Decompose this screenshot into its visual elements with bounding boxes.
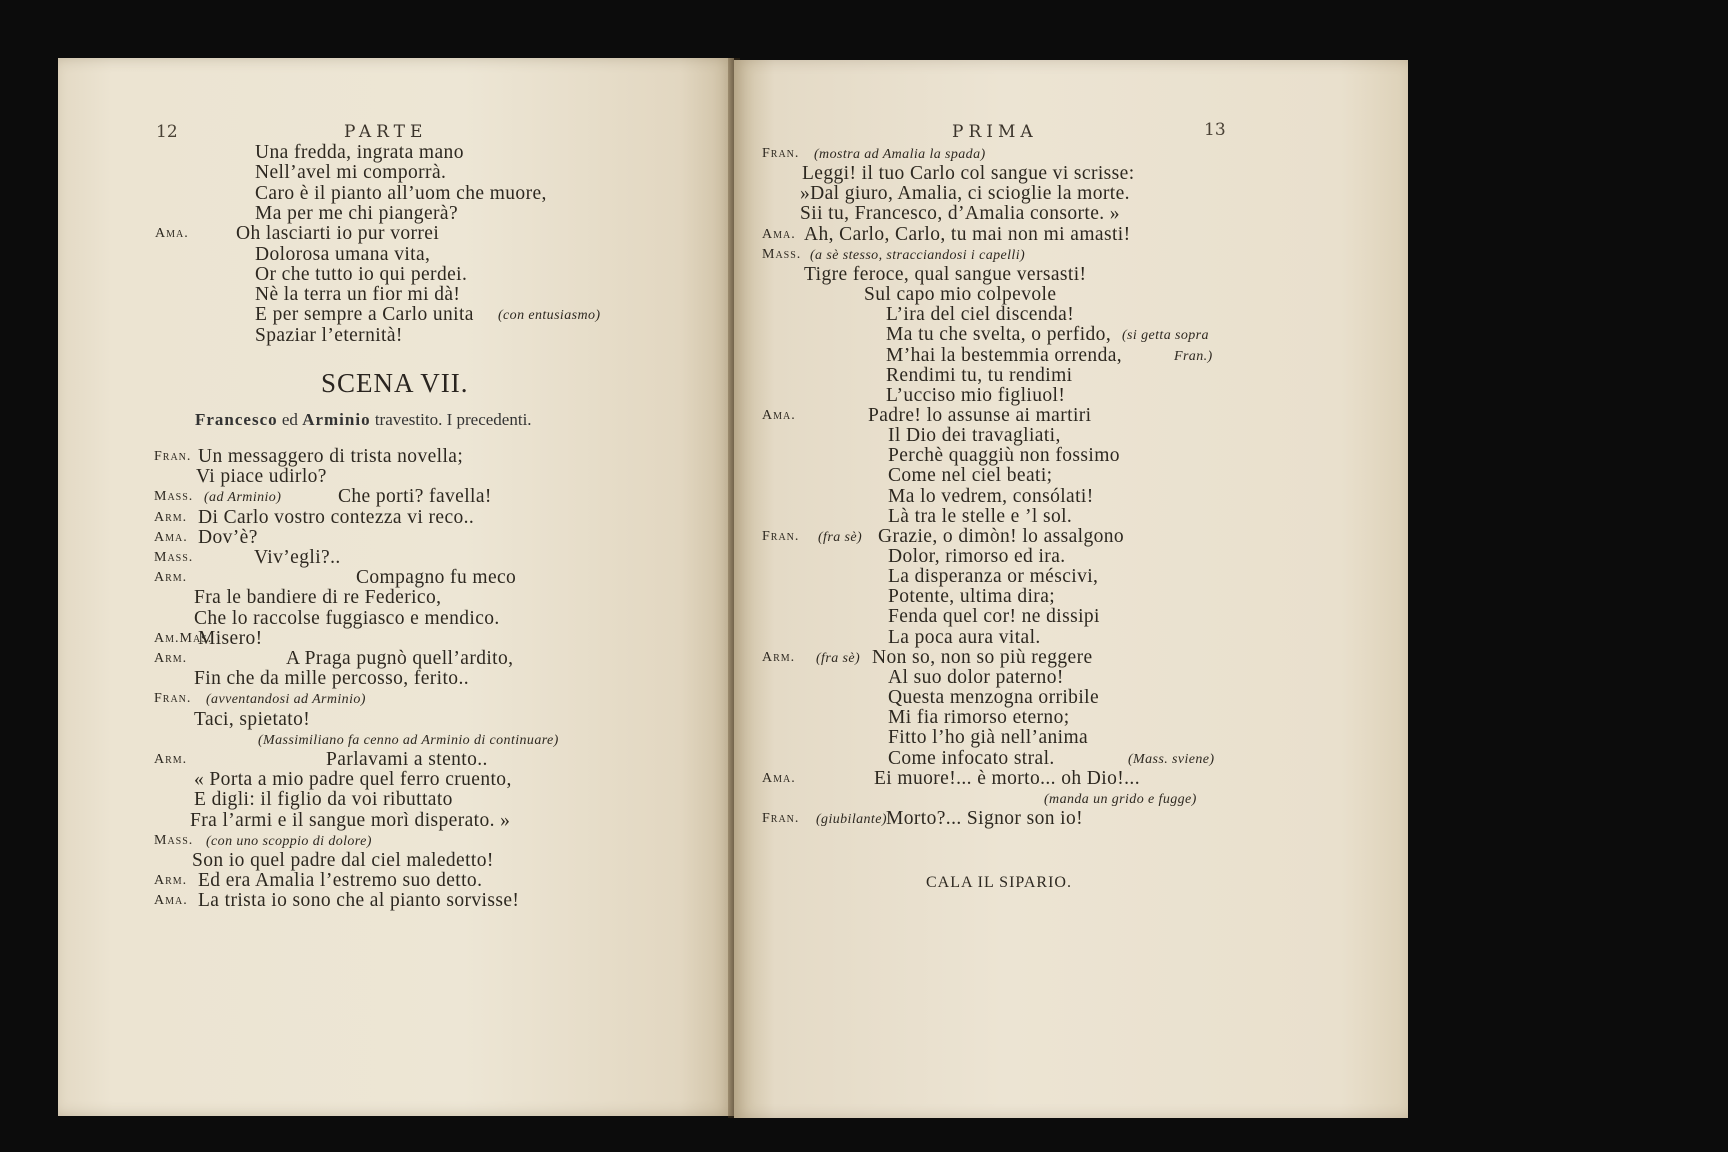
stage-direction: (fra sè)	[816, 650, 861, 666]
verse-line: Al suo dolor paterno!	[888, 666, 1064, 688]
verse-line: Che lo raccolse fuggiasco e mendico.	[194, 607, 500, 629]
speaker-label: Mass.	[154, 832, 194, 848]
persona-arminio: Arminio	[302, 410, 371, 429]
verse-line: Mi fia rimorso eterno;	[888, 707, 1070, 729]
verse-line: Nè la terra un fior mi dà!	[255, 284, 461, 306]
running-head: PARTE	[344, 122, 428, 142]
verse-line: Fin che da mille percosso, ferito..	[194, 668, 470, 690]
verse-line: Ma per me chi piangerà?	[255, 202, 459, 224]
verse-line: A Praga pugnò quell’ardito,	[286, 648, 514, 669]
persona-francesco: Francesco	[195, 410, 278, 429]
verse-line: « Porta a mio padre quel ferro cruento,	[194, 769, 512, 791]
stage-direction: (a sè stesso, stracciandosi i capelli)	[810, 247, 1026, 263]
speaker-label: Mass.	[154, 550, 194, 565]
stage-direction: (ad Arminio)	[204, 490, 282, 506]
verse-line: Or che tutto io qui perdei.	[255, 263, 468, 285]
speaker-label: Arm.	[154, 651, 188, 666]
verse-line: Misero!	[198, 627, 263, 649]
verse-line: Viv’egli?..	[254, 547, 341, 568]
verse-line: Oh lasciarti io pur vorrei	[236, 223, 440, 245]
verse-line: Dov’è?	[198, 526, 258, 548]
verse-line: Leggi! il tuo Carlo col sangue vi scrisse:	[802, 163, 1135, 185]
speaker-label: Arm.	[154, 570, 188, 586]
verse-line: Che porti? favella!	[338, 486, 492, 508]
verse-line: Taci, spietato!	[194, 708, 311, 730]
verse-line: Ah, Carlo, Carlo, tu mai non mi amasti!	[804, 223, 1131, 245]
speaker-label: Ama.	[155, 226, 189, 242]
speaker-label: Ama.	[762, 770, 796, 786]
speaker-label: Arm.	[154, 509, 188, 525]
speaker-label: Fran.	[762, 146, 800, 161]
persona-rest: travestito. I precedenti.	[370, 410, 532, 429]
scene-personae	[195, 410, 532, 430]
speaker-label: Arm.	[762, 649, 796, 665]
speaker-label: Arm.	[154, 752, 188, 767]
verse-line: La poca aura vital.	[888, 626, 1041, 648]
verse-line: Fra le bandiere di re Federico,	[194, 587, 442, 609]
verse-line: Tigre feroce, qual sangue versasti!	[804, 263, 1087, 285]
right-page	[734, 60, 1408, 1118]
page-number: 12	[156, 122, 178, 142]
verse-line: Come nel ciel beati;	[888, 465, 1053, 487]
verse-line: Di Carlo vostro contezza vi reco..	[198, 506, 475, 528]
stage-direction: (fra sè)	[818, 529, 863, 545]
speaker-label: Ama.	[154, 893, 188, 909]
verse-line: Caro è il pianto all’uom che muore,	[255, 182, 547, 204]
stage-direction: (con uno scoppio di dolore)	[206, 833, 372, 849]
stage-direction: (Mass. sviene)	[1128, 751, 1215, 767]
speaker-label: Fran.	[762, 810, 800, 826]
speaker-label: Ama.	[762, 407, 796, 423]
verse-line: Ma lo vedrem, consólati!	[888, 485, 1094, 507]
verse-line: Il Dio dei travagliati,	[888, 425, 1061, 447]
open-booklet	[58, 58, 1408, 1118]
verse-line: Una fredda, ingrata mano	[255, 142, 464, 163]
verse-line: Parlavami a stento..	[326, 749, 488, 770]
speaker-label: Fran.	[762, 528, 800, 544]
speaker-label: Ama.	[762, 226, 796, 242]
verse-line: Questa menzogna orribile	[888, 687, 1100, 709]
verse-line: Morto?... Signor son io!	[886, 807, 1084, 829]
speaker-label: Arm.	[154, 873, 188, 889]
verse-line: Non so, non so più reggere	[872, 646, 1093, 668]
verse-line: Dolorosa umana vita,	[255, 243, 431, 265]
speaker-label: Ama.	[154, 529, 188, 545]
verse-line: Nell’avel mi comporrà.	[255, 162, 447, 184]
verse-line: Perchè quaggiù non fossimo	[888, 445, 1120, 467]
verse-line: Potente, ultima dira;	[888, 586, 1056, 608]
verse-line: M’hai la bestemmia orrenda,	[886, 344, 1123, 366]
speaker-label: Mass.	[762, 246, 802, 262]
verse-line: Ma tu che svelta, o perfido,	[886, 324, 1112, 346]
page-number: 13	[1204, 120, 1226, 140]
scene-title: SCENA VII.	[321, 368, 469, 398]
verse-line: E digli: il figlio da voi ributtato	[194, 789, 453, 811]
verse-line: Come infocato stral.	[888, 747, 1055, 769]
verse-line: Là tra le stelle e ’l sol.	[888, 505, 1073, 527]
verse-line: Fitto l’ho già nell’anima	[888, 727, 1089, 749]
verse-line: »Dal giuro, Amalia, ci scioglie la morte.	[800, 183, 1130, 205]
stage-direction: (giubilante)	[816, 811, 887, 827]
verse-line: Grazie, o dimòn! lo assalgono	[878, 525, 1125, 547]
stage-direction: Fran.)	[1174, 348, 1213, 364]
speaker-label: Mass.	[154, 489, 194, 505]
verse-line: Fra l’armi e il sangue morì disperato. »	[190, 809, 511, 831]
verse-line: Padre! lo assunse ai martiri	[868, 404, 1092, 426]
verse-line: La trista io sono che al pianto sorvisse!	[198, 890, 520, 912]
stage-direction: (con entusiasmo)	[498, 308, 601, 324]
verse-line: Sul capo mio colpevole	[864, 284, 1057, 306]
stage-direction: (mostra ad Amalia la spada)	[814, 147, 986, 162]
left-page	[58, 58, 734, 1116]
stage-direction: (si getta sopra	[1122, 328, 1209, 344]
verse-line: L’ucciso mio figliuol!	[886, 384, 1066, 406]
running-head: PRIMA	[952, 122, 1038, 142]
closing-line: CALA IL SIPARIO.	[926, 874, 1072, 891]
verse-line: Rendimi tu, tu rendimi	[886, 364, 1073, 386]
verse-line: E per sempre a Carlo unita	[255, 304, 474, 326]
speaker-label: Fran.	[154, 691, 192, 707]
verse-line: Sii tu, Francesco, d’Amalia consorte. »	[800, 203, 1120, 225]
verse-line: Dolor, rimorso ed ira.	[888, 546, 1066, 567]
verse-line: Son io quel padre dal ciel maledetto!	[192, 850, 494, 871]
verse-line: Fenda quel cor! ne dissipi	[888, 606, 1100, 628]
stage-direction: (avventandosi ad Arminio)	[206, 692, 366, 708]
verse-line: Ei muore!... è morto... oh Dio!...	[874, 767, 1140, 789]
stage-direction: (Massimiliano fa cenno ad Arminio di continuare)	[258, 732, 559, 748]
verse-line: L’ira del ciel discenda!	[886, 304, 1075, 326]
verse-line: Vi piace udirlo?	[196, 466, 327, 488]
speaker-label: Am.Mas.	[154, 630, 213, 646]
persona-conjunction: ed	[277, 410, 303, 429]
verse-line: Ed era Amalia l’estremo suo detto.	[198, 870, 483, 892]
verse-line: Compagno fu meco	[356, 567, 517, 589]
stage-direction: (manda un grido e fugge)	[1044, 791, 1197, 807]
verse-line: La disperanza or méscivi,	[888, 566, 1099, 588]
verse-line: Spaziar l’eternità!	[255, 324, 403, 346]
verse-line: Un messaggero di trista novella;	[198, 446, 464, 467]
speaker-label: Fran.	[154, 449, 192, 464]
